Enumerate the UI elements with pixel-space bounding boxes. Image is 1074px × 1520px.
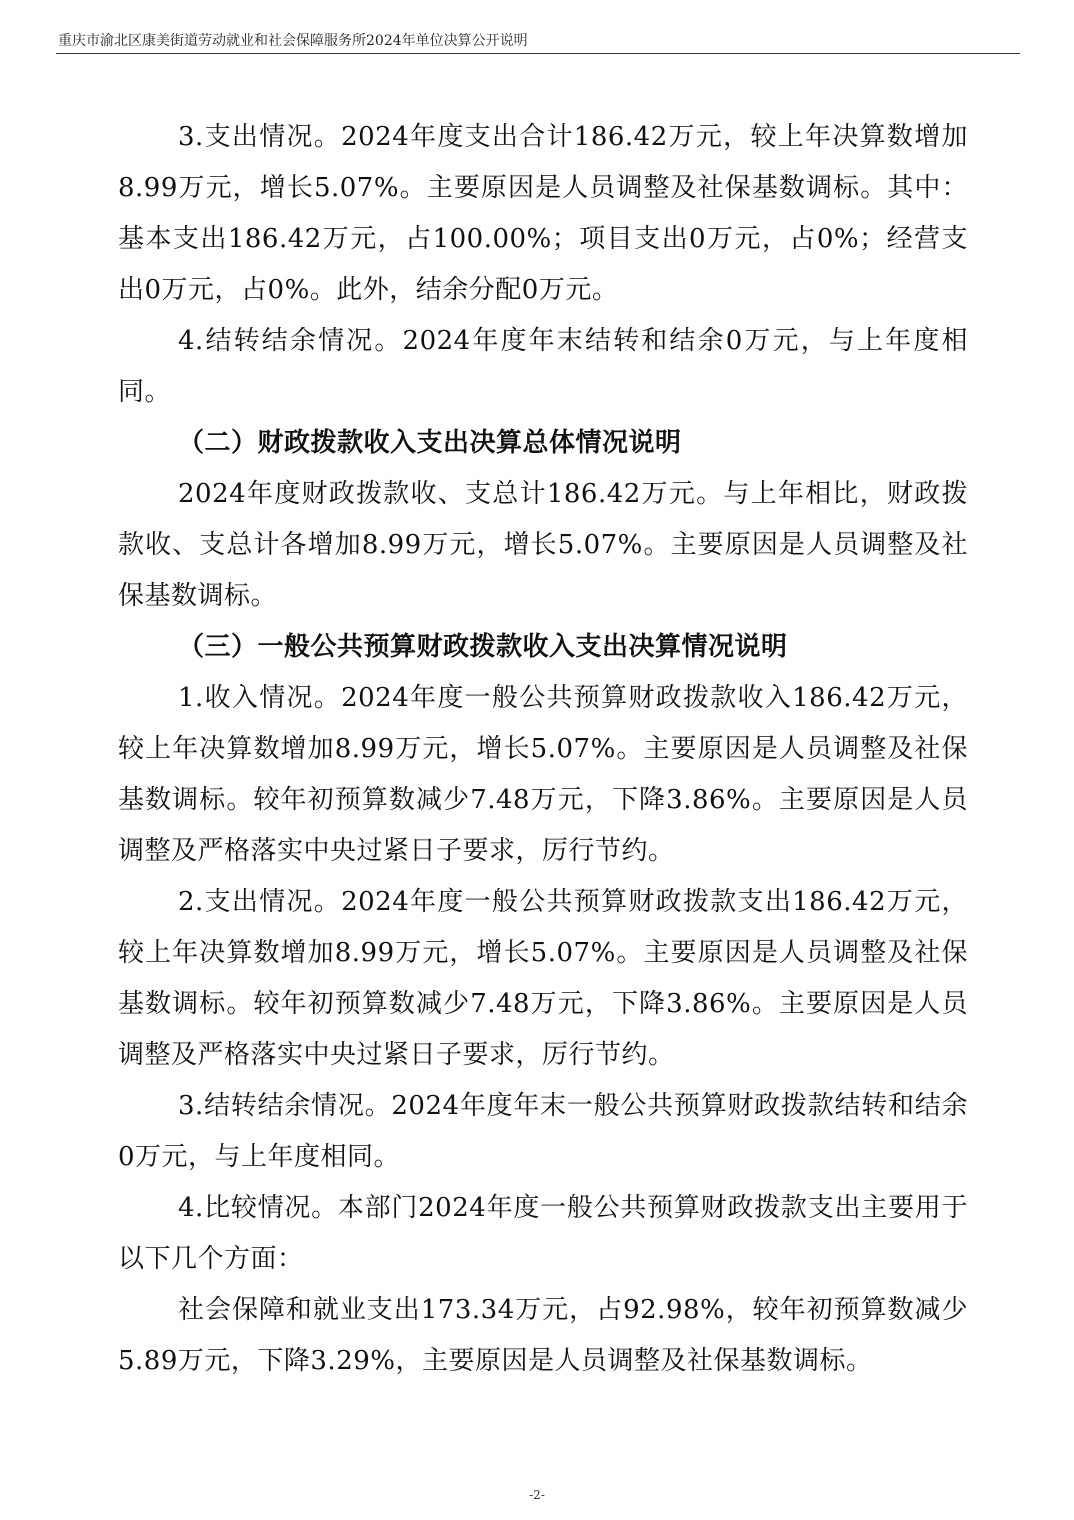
paragraph-general-carryover: 3.结转结余情况。2024年度年末一般公共预算财政拨款结转和结余0万元，与上年度相同。 [118, 1091, 968, 1172]
paragraph-general-expenditure: 2.支出情况。2024年度一般公共预算财政拨款支出186.42万元，较上年决算数增加8.99万元，增长5.07%。主要原因是人员调整及社保基数调标。较年初预算数减少7.48万元，下降3.86%。主要原因是人员调整及严格落实中央过紧日子要求，厉行节约。 [118, 887, 968, 1070]
paragraph-carryover: 4.结转结余情况。2024年度年末结转和结余0万元，与上年度相同。 [118, 326, 968, 407]
header-divider [56, 53, 1020, 54]
section-heading-general-budget: （三）一般公共预算财政拨款收入支出决算情况说明 [178, 632, 788, 662]
paragraph-expenditure: 3.支出情况。2024年度支出合计186.42万元，较上年决算数增加8.99万元，增长5.07%。主要原因是人员调整及社保基数调标。其中：基本支出186.42万元，占100.00%；项目支出0万元，占0%；经营支出0万元，占0%。此外，结余分配0万元。 [118, 122, 968, 305]
page-number: -2- [529, 1488, 545, 1502]
document-body [118, 112, 968, 1387]
page-header-title: 重庆市渝北区康美街道劳动就业和社会保障服务所2024年单位决算公开说明 [58, 33, 528, 49]
paragraph-social-security: 社会保障和就业支出173.34万元，占92.98%，较年初预算数减少5.89万元，下降3.29%，主要原因是人员调整及社保基数调标。 [118, 1295, 968, 1376]
paragraph-fiscal-overall: 2024年度财政拨款收、支总计186.42万元。与上年相比，财政拨款收、支总计各增加8.99万元，增长5.07%。主要原因是人员调整及社保基数调标。 [118, 479, 968, 611]
section-heading-fiscal-overall: （二）财政拨款收入支出决算总体情况说明 [178, 428, 682, 458]
paragraph-comparison: 4.比较情况。本部门2024年度一般公共预算财政拨款支出主要用于以下几个方面： [118, 1193, 968, 1274]
paragraph-general-income: 1.收入情况。2024年度一般公共预算财政拨款收入186.42万元，较上年决算数增加8.99万元，增长5.07%。主要原因是人员调整及社保基数调标。较年初预算数减少7.48万元，下降3.86%。主要原因是人员调整及严格落实中央过紧日子要求，厉行节约。 [118, 683, 968, 866]
